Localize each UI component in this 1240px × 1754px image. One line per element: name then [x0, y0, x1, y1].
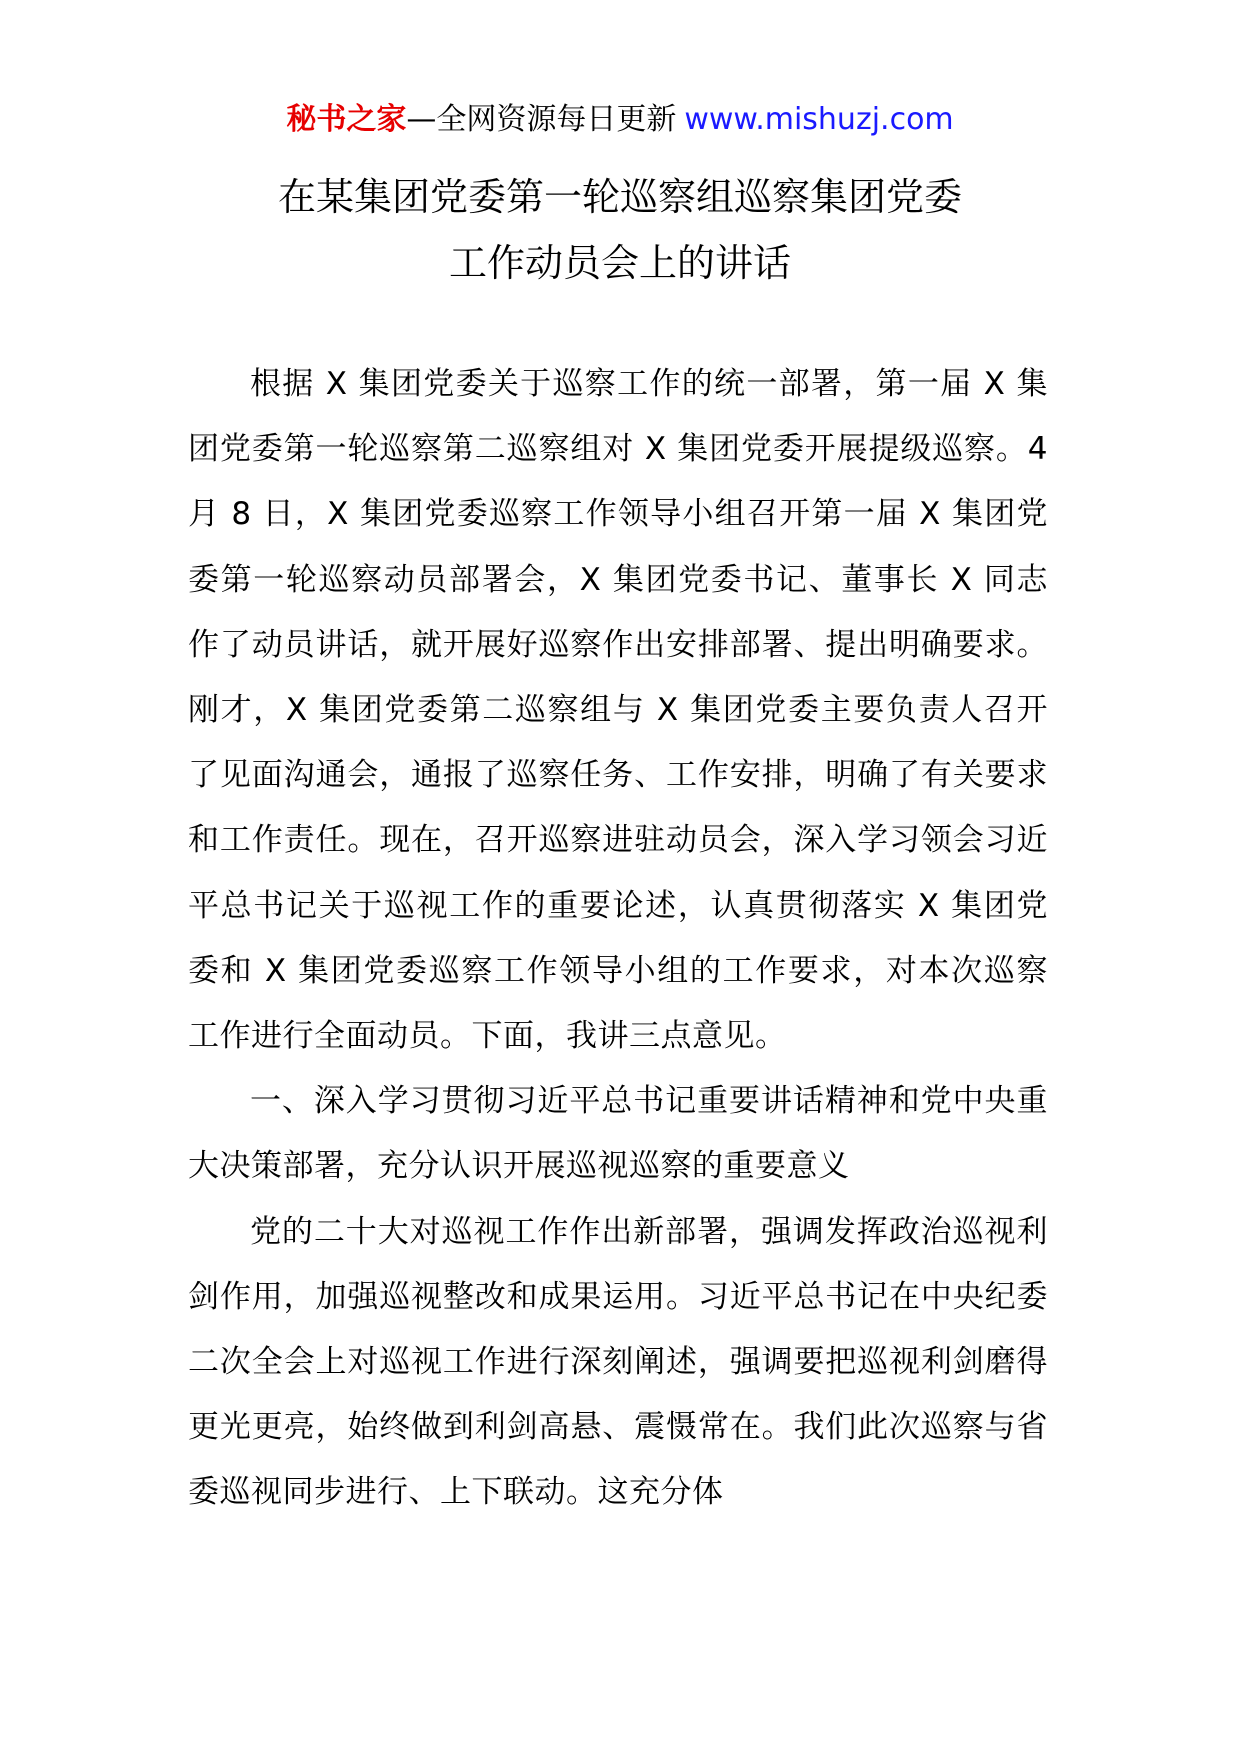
document-body	[188, 352, 1048, 1526]
document-title	[0, 164, 1240, 296]
section-heading-1: 一、深入学习贯彻习近平总书记重要讲话精神和党中央重大决策部署，充分认识开展巡视巡察的重要意义	[188, 1083, 1048, 1185]
site-url[interactable]: www.mishuzj.com	[684, 102, 954, 137]
title-line-1: 在某集团党委第一轮巡察组巡察集团党委	[277, 175, 962, 219]
title-line-2: 工作动员会上的讲话	[448, 241, 791, 285]
site-slogan: —全网资源每日更新	[406, 102, 677, 137]
paragraph-intro: 根据 X 集团党委关于巡察工作的统一部署，第一届 X 集团党委第一轮巡察第二巡察组对 X 集团党委开展提级巡察。4 月 8 日，X 集团党委巡察工作领导小组召开第一届 X 集团党委第一轮巡察动员部署会，X 集团党委书记、董事长 X 同志作了动员讲话，就开展好巡察作出安排部署、提出明确要求。刚才，X 集团党委第二巡察组与 X 集团党委主要负责人召开了见面沟通会，通报了巡察任务、工作安排，明确了有关要求和工作责任。现在，召开巡察进驻动员会，深入学习领会习近平总书记关于巡视工作的重要论述，认真贯彻落实 X 集团党委和 X 集团党委巡察工作领导小组的工作要求，对本次巡察工作进行全面动员。下面，我讲三点意见。	[188, 366, 1048, 1055]
site-brand: 秘书之家	[286, 102, 407, 137]
paragraph-section-1: 党的二十大对巡视工作作出新部署，强调发挥政治巡视利剑作用，加强巡视整改和成果运用。习近平总书记在中央纪委二次全会上对巡视工作进行深刻阐述，强调要把巡视利剑磨得更光更亮，始终做到利剑高悬、震慑常在。我们此次巡察与省委巡视同步进行、上下联动。这充分体	[188, 1213, 1048, 1511]
site-header	[0, 98, 1240, 142]
